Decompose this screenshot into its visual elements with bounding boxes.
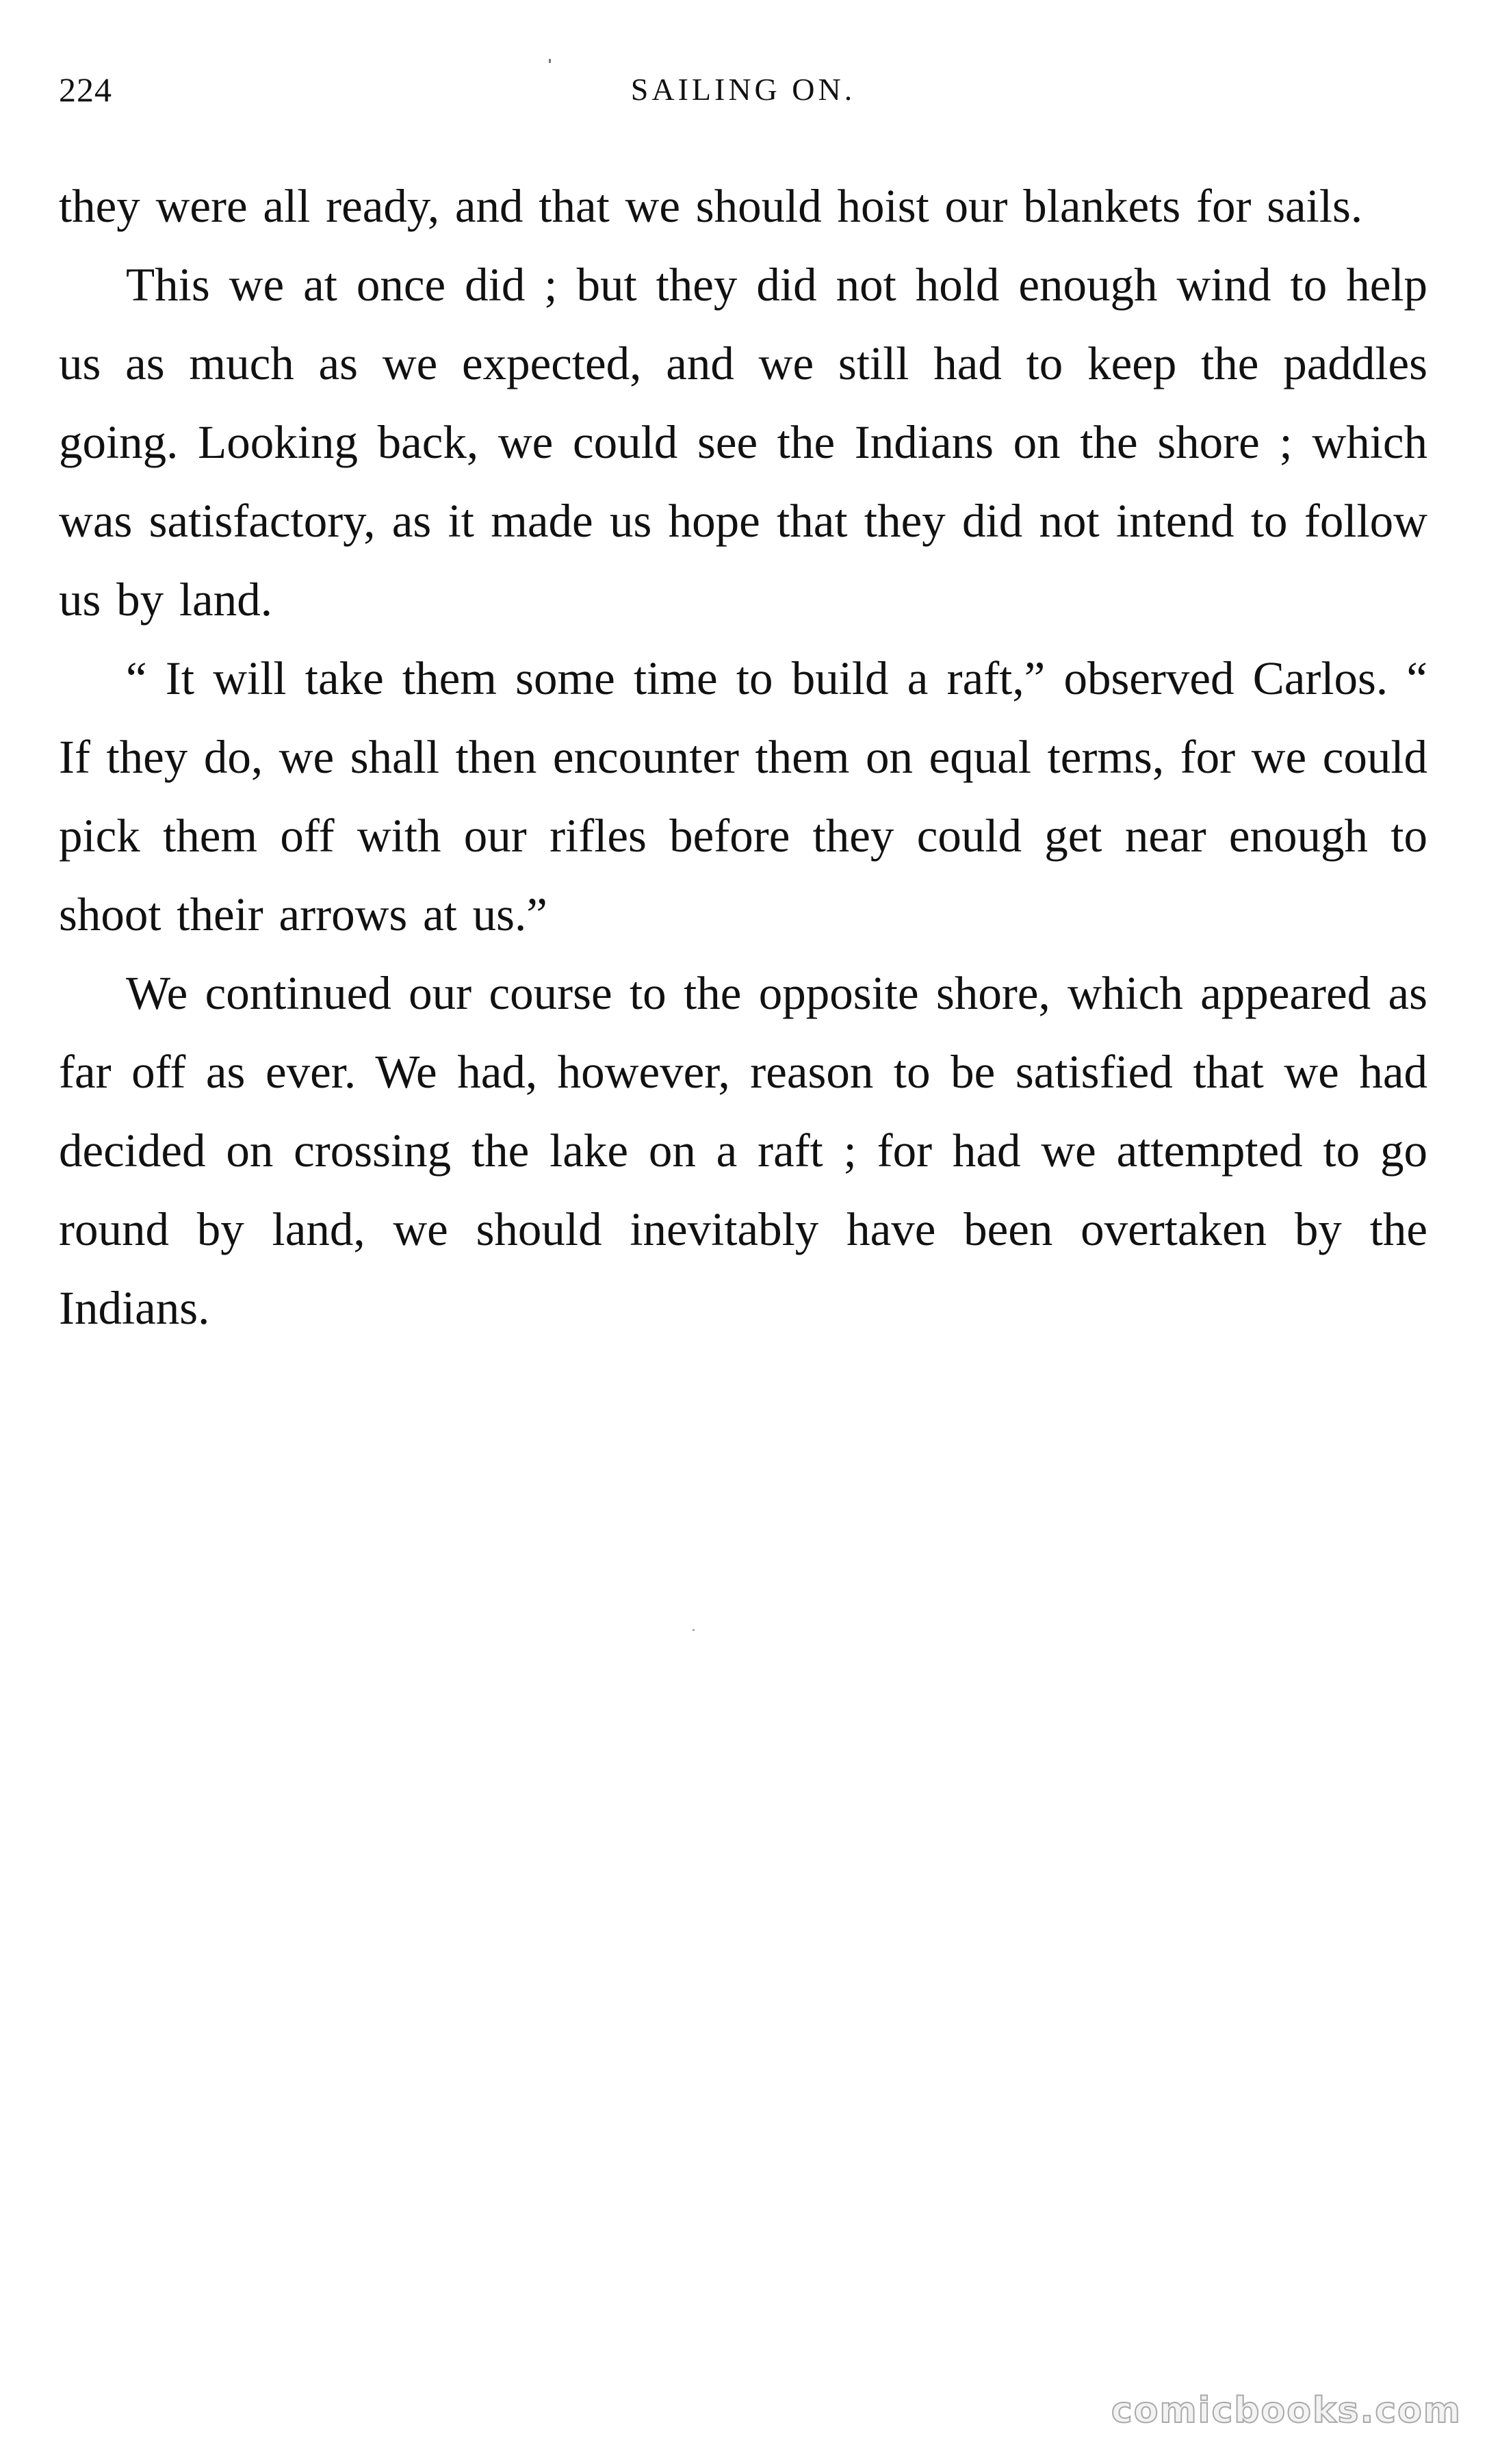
stray-ink-mark [693,1629,695,1631]
paragraph-continued: they were all ready, and that we should hoist our blankets for sails. [59,180,1363,232]
running-title: SAILING ON. [630,72,856,107]
watermark: comicbooks.com [1111,2390,1462,2431]
page-header [59,59,1427,120]
paragraph: This we at once did ; but they did not hold enough wind to help us as much as we expected, and we still had to keep the paddles going. Looking back, we could see the Indians on the shore ; which was satisfactory, as it made us hope that they did not intend to follow us by land. [59,259,1427,626]
header-ink-mark [549,59,551,63]
page-number: 224 [59,70,112,109]
paragraph: We continued our course to the opposite shore, which appeared as far off as ever. We had, however, reason to be satisfied that we had decided on crossing the lake on a raft ; for had we attempted to go round by land, we should inevitably have been overtaken by the Indians. [59,967,1427,1334]
body-text [59,167,1427,1348]
paragraph: “ It will take them some time to build a raft,” observed Carlos. “ If they do, we shall then encounter them on equal terms, for we could pick them off with our rifles before they could get near enough to shoot their arrows at us.” [59,652,1427,940]
